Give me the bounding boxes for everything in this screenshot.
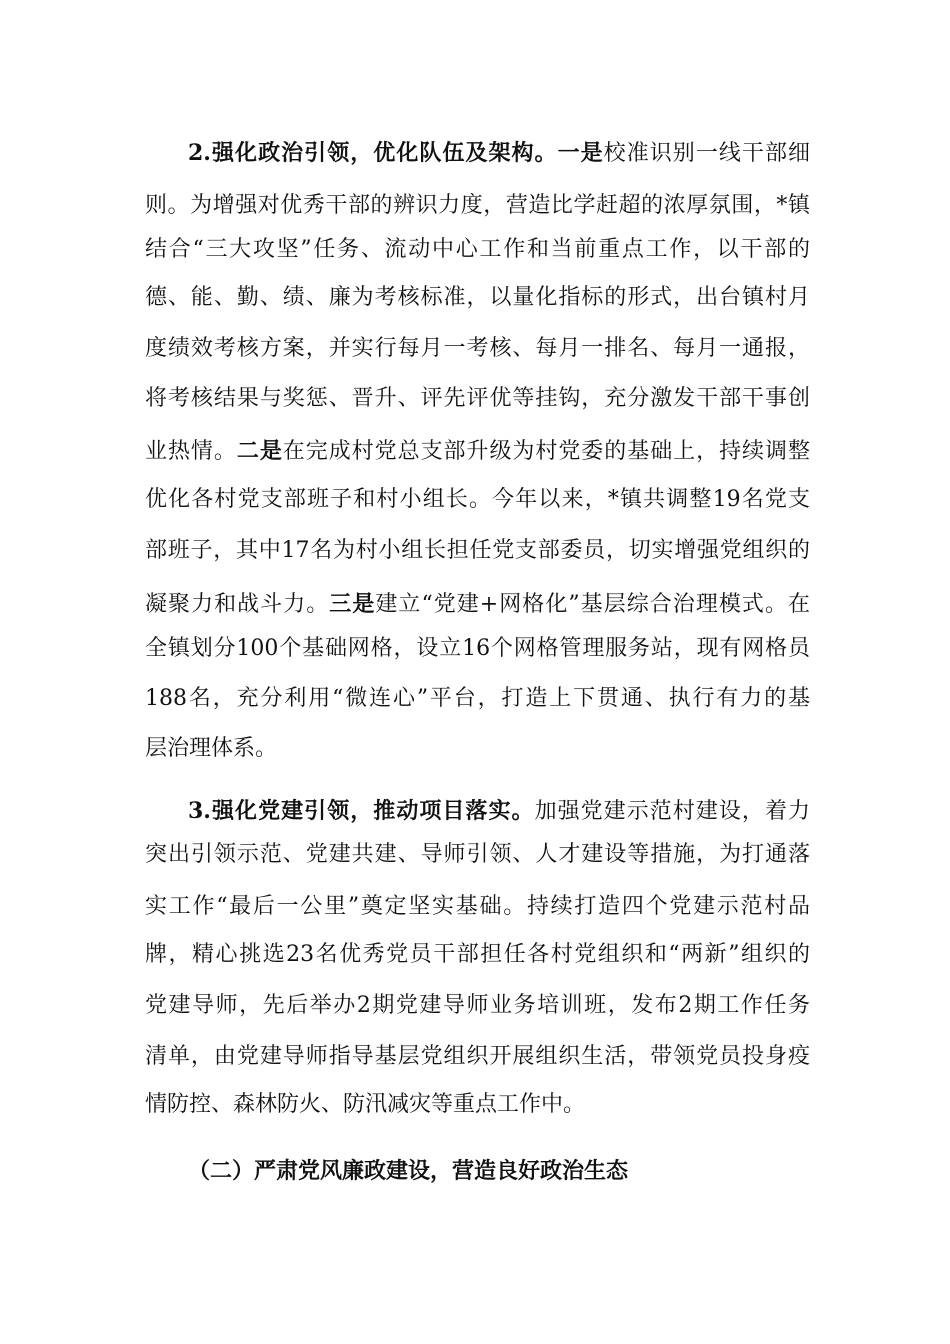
paragraph-2-text-10: 凝聚力和战斗力。 xyxy=(145,592,330,617)
paragraph-2-marker-1: 一是 xyxy=(557,140,604,166)
paragraph-3-text-1: 加强党建示范村建设，着力 xyxy=(534,799,810,824)
paragraph-2-text-10b: 建立“党建+网格化”基层综合治理模式。在 xyxy=(375,592,810,617)
paragraph-3-heading: 3.强化党建引领，推动项目落实。 xyxy=(188,798,535,824)
paragraph-2-heading: 2.强化政治引领，优化队伍及架构。 xyxy=(188,140,558,166)
paragraph-2-line-13: 层治理体系。 xyxy=(145,736,278,761)
paragraph-2-marker-2: 二是 xyxy=(236,438,283,464)
paragraph-3-line-7: 情防控、森林防火、防汛减灾等重点工作中。 xyxy=(145,1092,586,1117)
paragraph-2-line-2: 则。为增强对优秀干部的辨识力度，营造比学赶超的浓厚氛围，*镇 xyxy=(145,193,810,218)
paragraph-2-marker-3: 三是 xyxy=(329,591,376,617)
paragraph-2-text-1: 校准识别一线干部细 xyxy=(603,141,810,166)
paragraph-2-line-9: 部班子，其中17名为村小组长担任党支部委员，切实增强党组织的 xyxy=(145,538,810,563)
paragraph-2-text-7b: 在完成村党总支部升级为村党委的基础上，持续调整 xyxy=(282,439,810,464)
paragraph-2-line-11: 全镇划分100个基础网格，设立16个网格管理服务站，现有网格员 xyxy=(145,636,810,661)
paragraph-2-line-8: 优化各村党支部班子和村小组长。今年以来，*镇共调整19名党支 xyxy=(145,487,810,512)
paragraph-3-line-4: 牌，精心挑选23名优秀党员干部担任各村党组织和“两新”组织的 xyxy=(145,942,810,967)
paragraph-3-line-2: 突出引领示范、党建共建、导师引领、人才建设等措施，为打通落 xyxy=(145,842,810,867)
paragraph-3-line-6: 清单，由党建导师指导基层党组织开展组织生活，带领党员投身疫 xyxy=(145,1044,810,1069)
paragraph-2-line-3: 结合“三大攻坚”任务、流动中心工作和当前重点工作，以干部的 xyxy=(145,237,810,262)
paragraph-3-line-3: 实工作“最后一公里”奠定坚实基础。持续打造四个党建示范村品 xyxy=(145,894,810,919)
paragraph-2-line-5: 度绩效考核方案，并实行每月一考核、每月一排名、每月一通报， xyxy=(145,336,810,361)
paragraph-2-line-7 xyxy=(145,425,810,477)
section-2-heading: （二）严肃党风廉政建设，营造良好政治生态 xyxy=(188,1158,629,1184)
paragraph-2-line-1 xyxy=(188,127,810,179)
paragraph-2-text-7: 业热情。 xyxy=(145,439,237,464)
paragraph-2-line-12: 188名，充分利用“微连心”平台，打造上下贯通、执行有力的基 xyxy=(145,686,810,711)
paragraph-3-line-5: 党建导师，先后举办2期党建导师业务培训班，发布2期工作任务 xyxy=(145,993,810,1018)
paragraph-2-line-6: 将考核结果与奖惩、晋升、评先评优等挂钩，充分激发干部干事创 xyxy=(145,386,810,411)
paragraph-2-line-4: 德、能、勤、绩、廉为考核标准，以量化指标的形式，出台镇村月 xyxy=(145,285,810,310)
